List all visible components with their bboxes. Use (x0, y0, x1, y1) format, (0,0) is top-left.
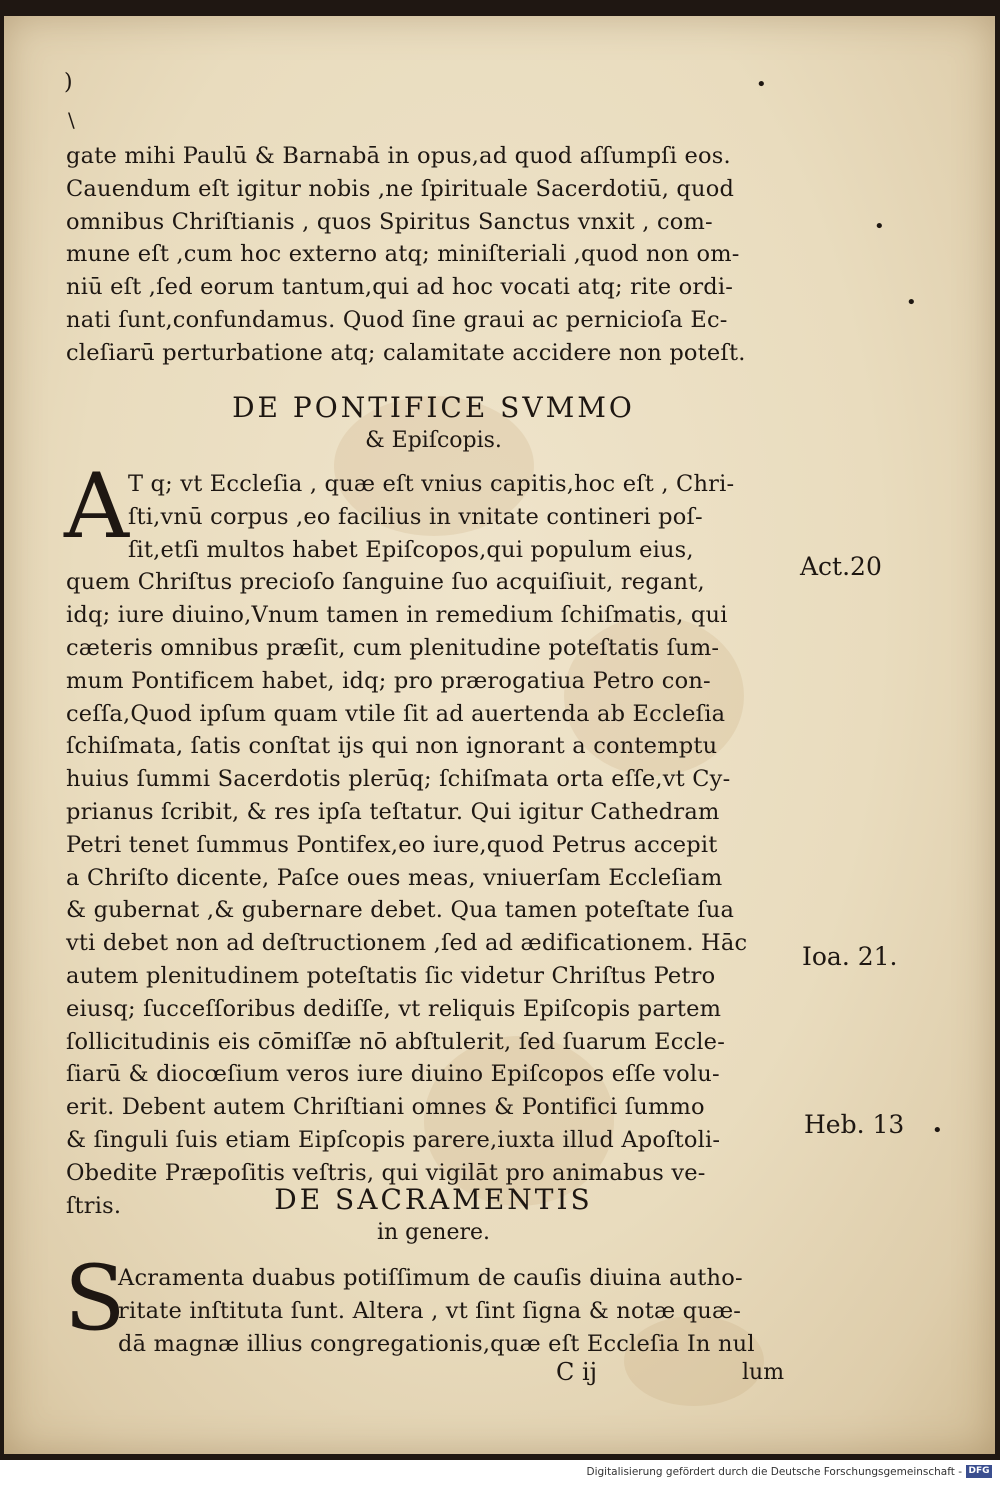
ink-mark: \ (68, 108, 75, 132)
dfg-logo-icon: DFG (966, 1465, 992, 1478)
text-line: eiusq; ſucceſſoribus dediſſe, vt reliquis Epiſcopis partem (66, 995, 722, 1022)
text-line: ſiarū & diocœſium veros iure diuino Epiſcopos eſſe volu- (66, 1061, 720, 1088)
ink-dot: • (756, 74, 767, 95)
text-line: & gubernat ,& gubernare debet. Qua tamen poteſtate ſua (66, 897, 735, 924)
paragraph-2 (66, 468, 801, 1222)
text-line: vti debet non ad deſtructionem ,ſed ad ædificationem. Hāc (66, 930, 748, 957)
text-line: autem plenitudinem poteſtatis ſic videtur Chriſtus Petro (66, 962, 716, 989)
heading-subtitle: & Epiſcopis. (365, 428, 502, 453)
ink-dot: • (874, 216, 885, 237)
drop-cap: A (64, 454, 129, 559)
section-heading (66, 1182, 801, 1248)
marginal-note-heb: Heb. 13 (804, 1110, 905, 1139)
text-line: prianus ſcribit, & res ipſa teſtatur. Qui igitur Cathedram (66, 798, 720, 825)
section-heading (66, 390, 801, 456)
text-line: gate mihi Paulū & Barnabā in opus,ad quod aſſumpſi eos. (66, 143, 731, 169)
text-line: Obedite Præpoſitis veſtris, qui vigilāt pro animabus ve- (66, 1159, 706, 1186)
paragraph-1 (66, 140, 801, 370)
drop-cap: S (64, 1246, 126, 1351)
text-line: ſchiſmata, ſatis conſtat ijs qui non ignorant a contemptu (66, 733, 718, 760)
text-line: omnibus Chriſtianis , quos Spiritus Sanctus vnxit , com- (66, 208, 713, 235)
text-line: ſollicitudinis eis cōmiſſæ nō abſtulerit, ſed ſuarum Eccle- (66, 1028, 726, 1055)
text-line: erit. Debent autem Chriſtiani omnes & Pontifici ſummo (66, 1094, 705, 1121)
paragraph-3 (66, 1262, 801, 1360)
heading-title: DE SACRAMENTIS (274, 1183, 593, 1216)
text-line: T q; vt Eccleſia , quæ eſt vnius capitis,hoc eſt , Chri- (128, 471, 735, 497)
text-line: Petri tenet ſummus Pontifex,eo iure,quod Petrus accepit (66, 831, 718, 858)
text-line: cæteris omnibus præſit, cum plenitudine poteſtatis ſum- (66, 634, 720, 661)
ink-dot: • (906, 292, 917, 313)
catchword: lum (742, 1360, 785, 1385)
text-line: idq; iure diuino,Vnum tamen in remedium ſchiſmatis, qui (66, 602, 728, 629)
signature-mark: C ij (556, 1358, 598, 1386)
text-line: dā magnæ illius congregationis,quæ eſt Eccleſia In nul (118, 1330, 755, 1357)
marginal-note-act: Act.20 (800, 552, 882, 581)
heading-subtitle: in genere. (376, 1220, 491, 1245)
text-line: ſit,etſi multos habet Epiſcopos,qui populum eius, (128, 536, 694, 563)
footer-bar (0, 1460, 1000, 1486)
text-line: mum Pontificem habet, idq; pro prærogatiua Petro con- (66, 667, 711, 694)
document-page (4, 16, 995, 1454)
text-line: ceſſa,Quod ipſum quam vtile ſit ad auertenda ab Eccleſia (66, 700, 726, 727)
footer-credit: Digitalisierung gefördert durch die Deutsche Forschungsgemeinschaft - (586, 1466, 962, 1478)
heading-title: DE PONTIFICE SVMMO (232, 391, 635, 424)
text-line: ritate inſtituta ſunt. Altera , vt ſint ſigna & notæ quæ- (118, 1297, 742, 1324)
text-line: & ſinguli ſuis etiam Eipſcopis parere,iuxta illud Apoſtoli- (66, 1126, 721, 1153)
text-line: cleſiarū perturbatione atq; calamitate accidere non poteſt. (66, 339, 746, 366)
text-line: mune eſt ,cum hoc externo atq; miniſteriali ,quod non om- (66, 241, 740, 268)
text-line: ſtris. (66, 1192, 122, 1219)
text-line: huius ſummi Sacerdotis plerūq; ſchiſmata orta eſſe,vt Cy- (66, 766, 731, 793)
text-line: quem Chriſtus precioſo ſanguine ſuo acquiſiuit, regant, (66, 569, 705, 596)
text-line: Acramenta duabus potiſſimum de cauſis diuina autho- (118, 1265, 743, 1291)
ink-mark: ) (64, 70, 73, 95)
text-line: nati ſunt,confundamus. Quod ſine graui ac pernicioſa Ec- (66, 306, 728, 333)
text-line: niū eſt ,ſed eorum tantum,qui ad hoc vocati atq; rite ordi- (66, 274, 734, 301)
text-line: a Chriſto dicente, Paſce oues meas, vniuerſam Eccleſiam (66, 864, 723, 891)
marginal-note-ioa: Ioa. 21. (802, 942, 898, 971)
ink-dot: • (932, 1120, 943, 1141)
text-line: ſti,vnū corpus ,eo facilius in vnitate contineri poſ- (128, 503, 703, 530)
text-line: Cauendum eſt igitur nobis ,ne ſpirituale Sacerdotiū, quod (66, 175, 735, 202)
